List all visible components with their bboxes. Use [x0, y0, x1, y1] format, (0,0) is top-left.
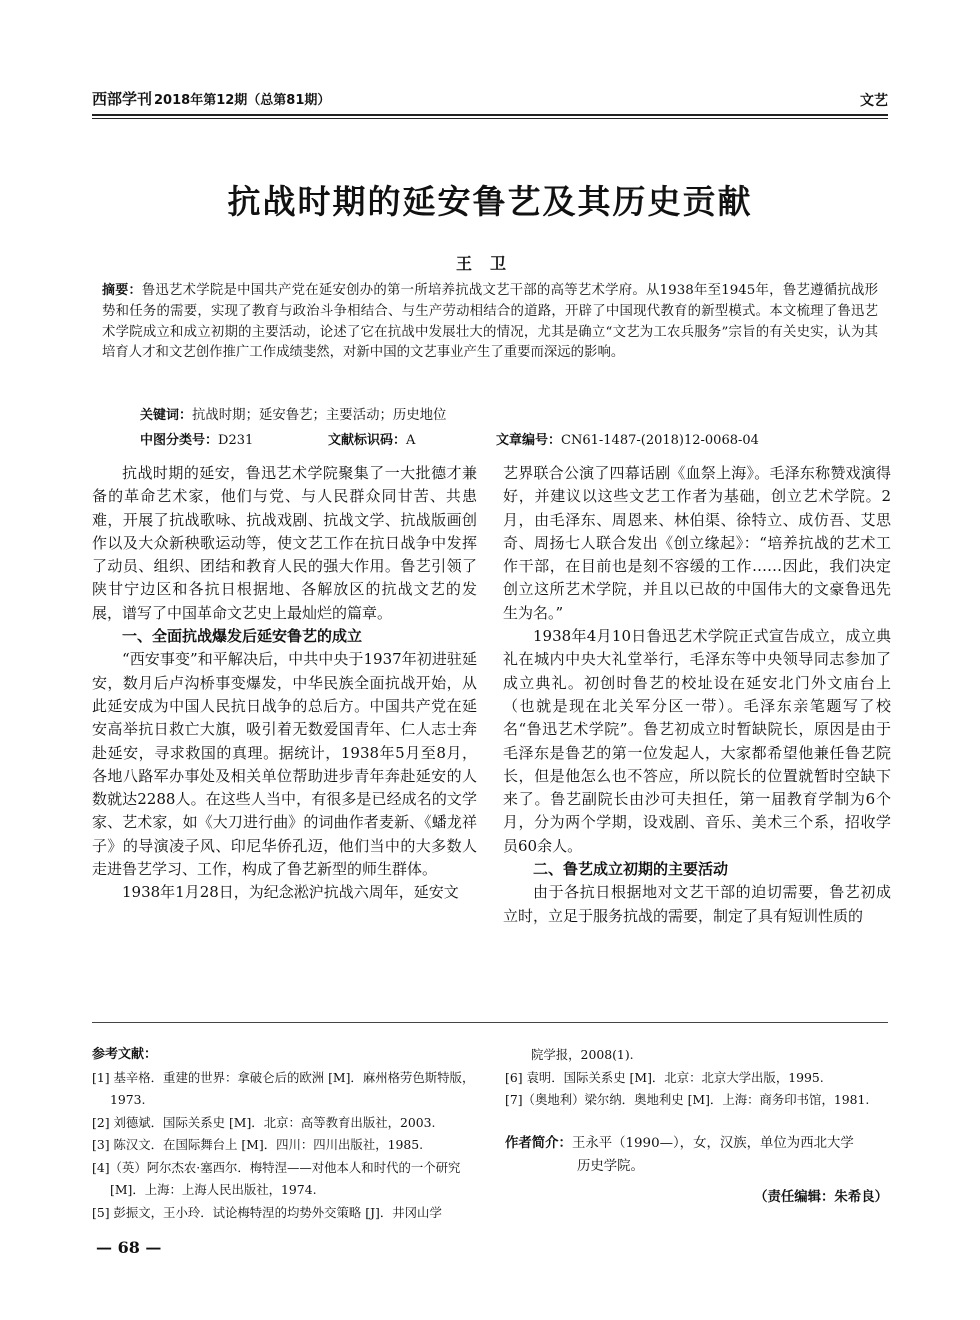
- document-code: [328, 429, 415, 448]
- reference-item: [7]（奥地利）梁尔纳．奥地利史 [M]．上海：商务印书馆，1981.: [505, 1092, 870, 1107]
- article-no-value: CN61-1487-(2018)12-0068-04: [561, 433, 759, 448]
- paragraph: 由于各抗日根据地对文艺干部的迫切需要，鲁艺初成立时，立足于服务抗战的需要，制定了具有短训性质的: [503, 883, 891, 925]
- reference-item: [4]（英）阿尔杰农·塞西尔．梅特涅——对他本人和时代的一个研究 [M]．上海：上海人民出版社，1974.: [92, 1159, 461, 1197]
- bio-line: 王永平（1990—），女，汉族，单位为西北大学: [571, 1136, 854, 1151]
- article-no-label: 文章编号：: [496, 433, 562, 448]
- header-rule: [92, 114, 888, 116]
- section-heading: 二、鲁艺成立初期的主要活动: [533, 860, 729, 879]
- doc-code-value: A: [406, 433, 416, 448]
- abstract: [102, 281, 878, 364]
- clc-label: 中图分类号：: [140, 433, 219, 448]
- body-column-right: [503, 462, 891, 928]
- reference-item: [1] 基辛格．重建的世界：拿破仑后的欧洲 [M]．麻州格劳色斯特版，1973.: [92, 1069, 475, 1107]
- header-rule-thin: [92, 118, 888, 119]
- keywords: [140, 404, 446, 423]
- article-author: 王卫: [455, 254, 524, 273]
- article-title: 抗战时期的延安鲁艺及其历史贡献: [227, 182, 753, 221]
- paragraph: 1938年4月10日鲁迅艺术学院正式宣告成立，成立典礼在城内中央大礼堂举行，毛泽东等中央领导同志参加了成立典礼。初创时鲁艺的校址设在延安北门外文庙台上（也就是现在北关军分区一带）。毛泽东亲笔题写了校名“鲁迅艺术学院”。鲁艺初成立时暂缺院长，原因是由于毛泽东是鲁艺的第一位发起人，大家都希望他兼任鲁艺院长，但是他怎么也不答应，所以院长的位置就暂时空缺下来了。鲁艺副院长由沙可夫担任，第一届教育学制为6个月，分为两个学期，设戏剧、音乐、美术三个系，招收学员60余人。: [503, 627, 891, 855]
- running-header: [92, 88, 888, 110]
- doc-code-label: 文献标识码：: [328, 433, 407, 448]
- bio-line: 历史学院。: [577, 1159, 644, 1174]
- reference-item: [3] 陈汉文．在国际舞台上 [M]．四川：四川出版社，1985.: [92, 1137, 424, 1152]
- article-metadata: [140, 429, 880, 449]
- journal-title: 西部学刊: [92, 90, 153, 108]
- body-column-left: [92, 462, 477, 905]
- paragraph: “西安事变”和平解决后，中共中央于1937年初进驻延安，数月后卢沟桥事变爆发，中华民族全面抗战开始，从此延安成为中国人民抗日战争的总后方。中国共产党在延安高举抗日救亡大旗，吸引着无数爱国青年、仁人志士奔赴延安，寻求救国的真理。据统计，1938年5月至8月，各地八路军办事处及相关单位帮助进步青年奔赴延安的人数就达2288人。在这些人当中，有很多是已经成名的文学家、艺术家，如《大刀进行曲》的词曲作者麦新、《蟠龙祥子》的导演凌子风、印尼华侨孔迈，他们当中的大多数人走进鲁艺学习、工作，构成了鲁艺新型的师生群体。: [92, 650, 477, 879]
- journal-name: [92, 88, 330, 109]
- section-label: 文艺: [860, 93, 888, 109]
- article-number: [496, 429, 759, 448]
- paragraph: 抗战时期的延安，鲁迅艺术学院聚集了一大批德才兼备的革命艺术家，他们与党、与人民群众同甘苦、共患难，开展了抗战歌咏、抗战戏剧、抗战文学、抗战版画创作以及大众新秧歌运动等，使文艺工作在抗日战争中发挥了动员、组织、团结和教育人民的强大作用。鲁艺引领了陕甘宁边区和各抗日根据地、各解放区的抗战文艺的发展，谱写了中国革命文艺史上最灿烂的篇章。: [92, 464, 477, 622]
- author-bio: [505, 1132, 890, 1178]
- abstract-text: 鲁迅艺术学院是中国共产党在延安创办的第一所培养抗战文艺干部的高等艺术学府。从1938年至1945年，鲁艺遵循抗战形势和任务的需要，实现了教育与政治斗争相结合、与生产劳动相结合的道路，开辟了中国现代教育的新型模式。本文梳理了鲁迅艺术学院成立和成立初期的主要活动，论述了它在抗战中发展壮大的情况，尤其是确立“文艺为工农兵服务”宗旨的有关史实，认为其培育人才和文艺创作推广工作成绩斐然，对新中国的文艺事业产生了重要而深远的影响。: [102, 283, 878, 361]
- abstract-label: 摘要：: [102, 283, 142, 298]
- responsible-editor: （责任编辑：朱希良）: [754, 1190, 888, 1205]
- reference-item-continued: 院学报，2008(1).: [531, 1047, 634, 1062]
- paragraph: 1938年1月28日，为纪念淞沪抗战六周年，延安文: [122, 883, 459, 902]
- references-right: [505, 1044, 890, 1112]
- page-number: — 68 —: [96, 1238, 162, 1257]
- reference-item: [6] 袁明．国际关系史 [M]．北京：北京大学出版，1995.: [505, 1069, 824, 1085]
- clc-number: [140, 429, 253, 448]
- reference-item: [2] 刘德斌．国际关系史 [M]．北京：高等教育出版社，2003.: [92, 1114, 436, 1130]
- references-rule: [92, 1022, 888, 1023]
- paragraph: 艺界联合公演了四幕话剧《血祭上海》。毛泽东称赞戏演得好，并建议以这些文艺工作者为基础，创立艺术学院。2月，由毛泽东、周恩来、林伯渠、徐特立、成仿吾、艾思奇、周扬七人联合发出《创立缘起》：“培养抗战的艺术工作干部，在目前也是刻不容缓的工作……因此，我们决定创立这所艺术学院，并且以已故的中国伟大的文豪鲁迅先生为名。”: [503, 464, 891, 622]
- bio-label: 作者简介：: [505, 1136, 572, 1151]
- keywords-label: 关键词：: [140, 408, 193, 423]
- reference-item: [5] 彭振文，王小玲．试论梅特涅的均势外交策略 [J]．井冈山学: [92, 1204, 442, 1220]
- references-heading: 参考文献：: [92, 1047, 158, 1062]
- keywords-text: 抗战时期；延安鲁艺；主要活动；历史地位: [192, 408, 447, 423]
- references-left: [92, 1044, 487, 1224]
- clc-value: D231: [218, 433, 254, 448]
- section-heading: 一、全面抗战爆发后延安鲁艺的成立: [122, 627, 363, 646]
- issue-info: 2018年第12期（总第81期）: [154, 93, 331, 108]
